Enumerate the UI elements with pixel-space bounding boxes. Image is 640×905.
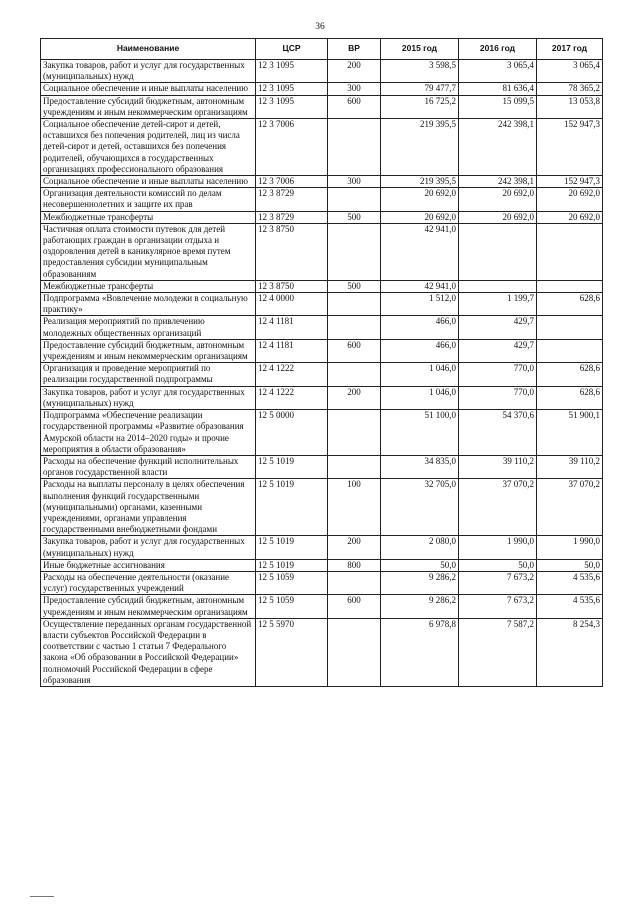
cell-2016: 37 070,2 <box>459 479 537 536</box>
cell-2015: 9 286,2 <box>381 571 459 594</box>
table-row <box>41 293 603 316</box>
table-row <box>41 188 603 211</box>
cell-name: Социальное обеспечение детей-сирот и детей, оставшихся без попечения родителей, лиц из числа детей-сирот и детей, оставшихся без попечения родителей, обучающихся в государственных организациях профессионального образования <box>41 119 256 176</box>
cell-csr: 12 3 1095 <box>256 83 328 95</box>
cell-2017: 8 254,3 <box>537 618 603 686</box>
cell-2015: 16 725,2 <box>381 95 459 118</box>
cell-name: Подпрограмма «Вовлечение молодежи в социальную практику» <box>41 293 256 316</box>
table-row <box>41 211 603 223</box>
cell-vr: 600 <box>328 339 381 362</box>
table-row <box>41 410 603 456</box>
cell-csr: 12 3 8750 <box>256 223 328 280</box>
cell-2016: 20 692,0 <box>459 211 537 223</box>
cell-2015: 42 941,0 <box>381 223 459 280</box>
table-row <box>41 280 603 292</box>
cell-vr: 600 <box>328 595 381 618</box>
table-row <box>41 618 603 686</box>
cell-csr: 12 4 0000 <box>256 293 328 316</box>
cell-2017: 39 110,2 <box>537 455 603 478</box>
page-number: 36 <box>315 22 325 32</box>
cell-2017: 20 692,0 <box>537 211 603 223</box>
cell-2017: 4 535,6 <box>537 571 603 594</box>
cell-2015: 1 512,0 <box>381 293 459 316</box>
cell-2016 <box>459 223 537 280</box>
cell-csr: 12 4 1222 <box>256 363 328 386</box>
cell-name: Закупка товаров, работ и услуг для государственных (муниципальных) нужд <box>41 536 256 559</box>
cell-2017: 50,0 <box>537 559 603 571</box>
cell-csr: 12 5 1019 <box>256 559 328 571</box>
table-row <box>41 119 603 176</box>
cell-name: Организация и проведение мероприятий по реализации государственной подпрограммы <box>41 363 256 386</box>
cell-2016: 20 692,0 <box>459 188 537 211</box>
cell-name: Социальное обеспечение и иные выплаты населению <box>41 83 256 95</box>
cell-2017: 78 365,2 <box>537 83 603 95</box>
table-row <box>41 95 603 118</box>
cell-csr: 12 5 5970 <box>256 618 328 686</box>
budget-table <box>40 38 603 687</box>
header-csr: ЦСР <box>256 39 328 60</box>
cell-2015: 51 100,0 <box>381 410 459 456</box>
scan-mark <box>30 896 54 897</box>
cell-2016: 15 099,5 <box>459 95 537 118</box>
cell-2015: 20 692,0 <box>381 211 459 223</box>
table-row <box>41 176 603 188</box>
cell-csr: 12 3 7006 <box>256 176 328 188</box>
cell-csr: 12 3 7006 <box>256 119 328 176</box>
header-vr: ВР <box>328 39 381 60</box>
cell-2015: 6 978,8 <box>381 618 459 686</box>
cell-name: Закупка товаров, работ и услуг для государственных (муниципальных) нужд <box>41 60 256 83</box>
cell-vr <box>328 293 381 316</box>
cell-2015: 32 705,0 <box>381 479 459 536</box>
table-row <box>41 559 603 571</box>
table-row <box>41 571 603 594</box>
cell-csr: 12 4 1181 <box>256 316 328 339</box>
table-row <box>41 386 603 409</box>
cell-vr: 300 <box>328 176 381 188</box>
cell-name: Предоставление субсидий бюджетным, автономным учреждениям и иным некоммерческим организациям <box>41 595 256 618</box>
cell-2017: 1 990,0 <box>537 536 603 559</box>
cell-2016: 1 990,0 <box>459 536 537 559</box>
cell-vr <box>328 316 381 339</box>
cell-csr: 12 4 1222 <box>256 386 328 409</box>
cell-2017 <box>537 316 603 339</box>
cell-csr: 12 3 8750 <box>256 280 328 292</box>
cell-2015: 42 941,0 <box>381 280 459 292</box>
cell-csr: 12 5 1019 <box>256 455 328 478</box>
cell-csr: 12 5 0000 <box>256 410 328 456</box>
cell-2017: 628,6 <box>537 363 603 386</box>
header-name: Наименование <box>41 39 256 60</box>
cell-2015: 1 046,0 <box>381 386 459 409</box>
header-2015: 2015 год <box>381 39 459 60</box>
cell-csr: 12 3 8729 <box>256 188 328 211</box>
cell-2015: 20 692,0 <box>381 188 459 211</box>
table-row <box>41 595 603 618</box>
cell-2017 <box>537 339 603 362</box>
cell-vr <box>328 571 381 594</box>
cell-2017 <box>537 223 603 280</box>
cell-vr: 600 <box>328 95 381 118</box>
cell-2016: 1 199,7 <box>459 293 537 316</box>
cell-2016: 39 110,2 <box>459 455 537 478</box>
cell-vr <box>328 455 381 478</box>
cell-2015: 34 835,0 <box>381 455 459 478</box>
cell-vr <box>328 223 381 280</box>
cell-vr: 300 <box>328 83 381 95</box>
cell-2015: 79 477,7 <box>381 83 459 95</box>
cell-vr: 200 <box>328 536 381 559</box>
cell-2016: 7 587,2 <box>459 618 537 686</box>
cell-2016: 242 398,1 <box>459 119 537 176</box>
cell-vr: 200 <box>328 386 381 409</box>
cell-csr: 12 4 1181 <box>256 339 328 362</box>
cell-2015: 9 286,2 <box>381 595 459 618</box>
cell-vr: 200 <box>328 60 381 83</box>
cell-2016: 429,7 <box>459 339 537 362</box>
header-2016: 2016 год <box>459 39 537 60</box>
cell-vr: 500 <box>328 280 381 292</box>
cell-2015: 3 598,5 <box>381 60 459 83</box>
table-row <box>41 316 603 339</box>
cell-2017: 628,6 <box>537 386 603 409</box>
cell-2016: 81 636,4 <box>459 83 537 95</box>
cell-2015: 50,0 <box>381 559 459 571</box>
cell-2017: 37 070,2 <box>537 479 603 536</box>
table-row <box>41 83 603 95</box>
header-2017: 2017 год <box>537 39 603 60</box>
cell-name: Социальное обеспечение и иные выплаты населению <box>41 176 256 188</box>
cell-csr: 12 5 1059 <box>256 595 328 618</box>
cell-name: Расходы на обеспечение деятельности (оказание услуг) государственных учреждений <box>41 571 256 594</box>
cell-name: Предоставление субсидий бюджетным, автономным учреждениям и иным некоммерческим организациям <box>41 339 256 362</box>
cell-csr: 12 5 1059 <box>256 571 328 594</box>
cell-name: Расходы на выплаты персоналу в целях обеспечения выполнения функций государственными (муниципальными) органами, казенными учреждениями, органами управления государственными внебюджетными фондами <box>41 479 256 536</box>
cell-2016: 7 673,2 <box>459 595 537 618</box>
cell-vr: 100 <box>328 479 381 536</box>
cell-name: Подпрограмма «Обеспечение реализации государственной программы «Развитие образования Амурской области на 2014–2020 годы» и прочие мероприятия в области образования» <box>41 410 256 456</box>
cell-2015: 466,0 <box>381 316 459 339</box>
cell-csr: 12 3 1095 <box>256 95 328 118</box>
cell-vr <box>328 119 381 176</box>
cell-2015: 2 080,0 <box>381 536 459 559</box>
cell-name: Предоставление субсидий бюджетным, автономным учреждениям и иным некоммерческим организациям <box>41 95 256 118</box>
cell-name: Иные бюджетные ассигнования <box>41 559 256 571</box>
table-row <box>41 536 603 559</box>
cell-csr: 12 3 1095 <box>256 60 328 83</box>
cell-csr: 12 5 1019 <box>256 479 328 536</box>
cell-2016: 7 673,2 <box>459 571 537 594</box>
table-row <box>41 339 603 362</box>
cell-name: Закупка товаров, работ и услуг для государственных (муниципальных) нужд <box>41 386 256 409</box>
cell-2015: 219 395,5 <box>381 119 459 176</box>
cell-2015: 219 395,5 <box>381 176 459 188</box>
cell-vr <box>328 363 381 386</box>
cell-2017: 13 053,8 <box>537 95 603 118</box>
cell-2016: 3 065,4 <box>459 60 537 83</box>
cell-name: Межбюджетные трансферты <box>41 211 256 223</box>
cell-name: Осуществление переданных органам государственной власти субъектов Российской Федерации в соответствии с частью 1 статьи 7 Федерального закона «Об образовании в Российской Федерации» полномочий Российской Федерации в сфере образования <box>41 618 256 686</box>
cell-2015: 466,0 <box>381 339 459 362</box>
table-row <box>41 479 603 536</box>
cell-csr: 12 3 8729 <box>256 211 328 223</box>
table-row <box>41 60 603 83</box>
cell-2016: 242 398,1 <box>459 176 537 188</box>
cell-vr: 500 <box>328 211 381 223</box>
cell-2017: 20 692,0 <box>537 188 603 211</box>
cell-2017: 152 947,3 <box>537 176 603 188</box>
cell-name: Организация деятельности комиссий по делам несовершеннолетних и защите их прав <box>41 188 256 211</box>
table-row <box>41 223 603 280</box>
cell-name: Межбюджетные трансферты <box>41 280 256 292</box>
cell-2016: 770,0 <box>459 386 537 409</box>
cell-2017: 3 065,4 <box>537 60 603 83</box>
cell-2017: 628,6 <box>537 293 603 316</box>
table-row <box>41 455 603 478</box>
cell-2017: 4 535,6 <box>537 595 603 618</box>
cell-vr <box>328 410 381 456</box>
cell-2016: 50,0 <box>459 559 537 571</box>
cell-2016: 429,7 <box>459 316 537 339</box>
table-row <box>41 363 603 386</box>
cell-vr: 800 <box>328 559 381 571</box>
cell-name: Расходы на обеспечение функций исполнительных органов государственной власти <box>41 455 256 478</box>
cell-name: Частичная оплата стоимости путевок для детей работающих граждан в организации отдыха и оздоровления детей в каникулярное время путем предоставления субсидии муниципальным образованиям <box>41 223 256 280</box>
cell-2017: 51 900,1 <box>537 410 603 456</box>
cell-2016: 770,0 <box>459 363 537 386</box>
cell-csr: 12 5 1019 <box>256 536 328 559</box>
cell-2017 <box>537 280 603 292</box>
table-body <box>41 60 603 687</box>
cell-2017: 152 947,3 <box>537 119 603 176</box>
cell-2016 <box>459 280 537 292</box>
cell-2015: 1 046,0 <box>381 363 459 386</box>
cell-2016: 54 370,6 <box>459 410 537 456</box>
cell-vr <box>328 618 381 686</box>
cell-name: Реализация мероприятий по привлечению молодежных общественных организаций <box>41 316 256 339</box>
cell-vr <box>328 188 381 211</box>
table-header-row <box>41 39 603 60</box>
